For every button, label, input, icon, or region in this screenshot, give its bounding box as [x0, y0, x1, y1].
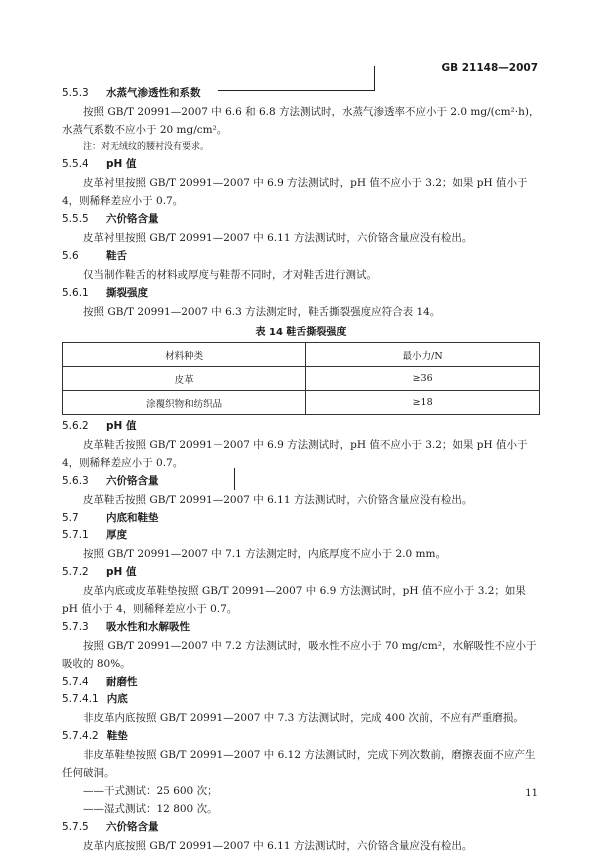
table-cell: 涂覆织物和纺织品	[63, 391, 306, 415]
section-heading	[62, 286, 540, 301]
document-code: GB 21148—2007	[441, 62, 538, 74]
paragraph: 皮革内底或皮革鞋垫按照 GB/T 20991—2007 中 6.9 方法测试时，pH 值不应小于 3.2；如果 pH 值小于 4，则稀释差应小于 0.7。	[62, 585, 526, 615]
table-cell: ≥18	[306, 391, 540, 415]
page-number: 11	[525, 788, 538, 799]
section-heading	[62, 474, 540, 489]
list-item: ——湿式测试：12 800 次。	[83, 803, 218, 815]
section-number: 5.7.4.2	[62, 730, 99, 742]
data-table	[62, 342, 540, 415]
section-title: 耐磨性	[106, 676, 138, 688]
section-heading	[62, 157, 540, 172]
table-cell: ≥36	[306, 367, 540, 391]
section-heading	[62, 86, 540, 101]
section-title: pH 值	[106, 158, 137, 170]
section-title: 六价铬含量	[106, 213, 159, 225]
section-number: 5.7.5	[62, 821, 89, 833]
section-heading	[62, 620, 540, 635]
section-number: 5.7.4.1	[62, 693, 99, 705]
section-heading	[62, 565, 540, 580]
paragraph: 非皮革内底按照 GB/T 20991—2007 中 7.3 方法测试时，完成 400 次前，不应有严重磨损。	[83, 712, 524, 724]
section-heading	[62, 729, 540, 744]
section-title: pH 值	[106, 566, 137, 578]
section-title: 水蒸气渗透性和系数	[106, 87, 201, 99]
section-number: 5.7.2	[62, 566, 89, 578]
section-number: 5.5.4	[62, 158, 89, 170]
paragraph: 按照 GB/T 20991—2007 中 6.3 方法测定时，鞋舌撕裂强度应符合表 14。	[83, 306, 441, 318]
section-title: 撕裂强度	[106, 287, 148, 299]
section-title: pH 值	[106, 420, 137, 432]
paragraph: 按照 GB/T 20991—2007 中 6.6 和 6.8 方法测试时，水蒸气渗透率不应小于 2.0 mg/(cm²·h)，水蒸气系数不应小于 20 mg/cm²。	[62, 106, 540, 136]
section-title: 内底	[106, 693, 128, 705]
section-heading	[62, 528, 540, 543]
section-heading	[62, 511, 540, 526]
table-cell: 皮革	[63, 367, 306, 391]
paragraph: 皮革鞋舌按照 GB/T 20991—2007 中 6.11 方法测试时，六价铬含量应没有检出。	[83, 494, 473, 506]
section-title: 厚度	[106, 529, 127, 541]
section-heading	[62, 692, 540, 707]
section-number: 5.7	[62, 512, 79, 524]
list-item: ——干式测试：25 600 次；	[83, 785, 218, 797]
paragraph: 按照 GB/T 20991—2007 中 7.1 方法测定时，内底厚度不应小于 2.0 mm。	[83, 548, 446, 560]
table-header-cell: 最小力/N	[306, 343, 540, 367]
section-heading	[62, 249, 540, 264]
table-row	[63, 367, 540, 391]
section-title: 吸水性和水解吸性	[106, 621, 190, 633]
section-title: 六价铬含量	[106, 475, 159, 487]
paragraph: 按照 GB/T 20991—2007 中 7.2 方法测试时，吸水性不应小于 70 mg/cm²，水解吸性不应小于吸收的 80%。	[62, 640, 537, 670]
table-caption: 表 14 鞋舌撕裂强度	[255, 327, 347, 338]
paragraph: 皮革鞋舌按照 GB/T 20991－2007 中 6.9 方法测试时，pH 值不应小于 3.2；如果 pH 值小于 4，则稀释差应小于 0.7。	[62, 439, 528, 469]
paragraph: 皮革衬里按照 GB/T 20991—2007 中 6.11 方法测试时，六价铬含量应没有检出。	[83, 232, 473, 244]
table-header-row	[63, 343, 540, 367]
section-heading	[62, 419, 540, 434]
table-header-cell: 材料种类	[63, 343, 306, 367]
section-number: 5.5.5	[62, 213, 89, 225]
section-number: 5.7.1	[62, 529, 89, 541]
section-heading	[62, 820, 540, 835]
document-body	[62, 84, 540, 855]
paragraph: 仅当制作鞋舌的材料或厚度与鞋帮不同时，才对鞋舌进行测试。	[83, 269, 377, 281]
table-row	[63, 391, 540, 415]
section-number: 5.5.3	[62, 87, 89, 99]
section-number: 5.7.3	[62, 621, 89, 633]
section-number: 5.6.1	[62, 287, 89, 299]
section-number: 5.6.3	[62, 475, 89, 487]
section-title: 鞋垫	[106, 730, 128, 742]
section-title: 鞋舌	[106, 250, 127, 262]
paragraph: 皮革内底按照 GB/T 20991—2007 中 6.11 方法测试时，六价铬含量应没有检出。	[83, 840, 473, 852]
section-number: 5.6.2	[62, 420, 89, 432]
section-heading	[62, 675, 540, 690]
section-title: 内底和鞋垫	[106, 512, 159, 524]
paragraph: 非皮革鞋垫按照 GB/T 20991—2007 中 6.12 方法测试时，完成下列次数前，磨擦表面不应产生任何破洞。	[62, 749, 536, 779]
section-number: 5.6	[62, 250, 79, 262]
section-title: 六价铬含量	[106, 821, 159, 833]
section-number: 5.7.4	[62, 676, 89, 688]
paragraph: 皮革衬里按照 GB/T 20991—2007 中 6.9 方法测试时，pH 值不应小于 3.2；如果 pH 值小于 4，则稀释差应小于 0.7。	[62, 177, 528, 207]
note-text: 注：对无绒纹的腰衬没有要求。	[83, 142, 210, 152]
section-heading	[62, 212, 540, 227]
